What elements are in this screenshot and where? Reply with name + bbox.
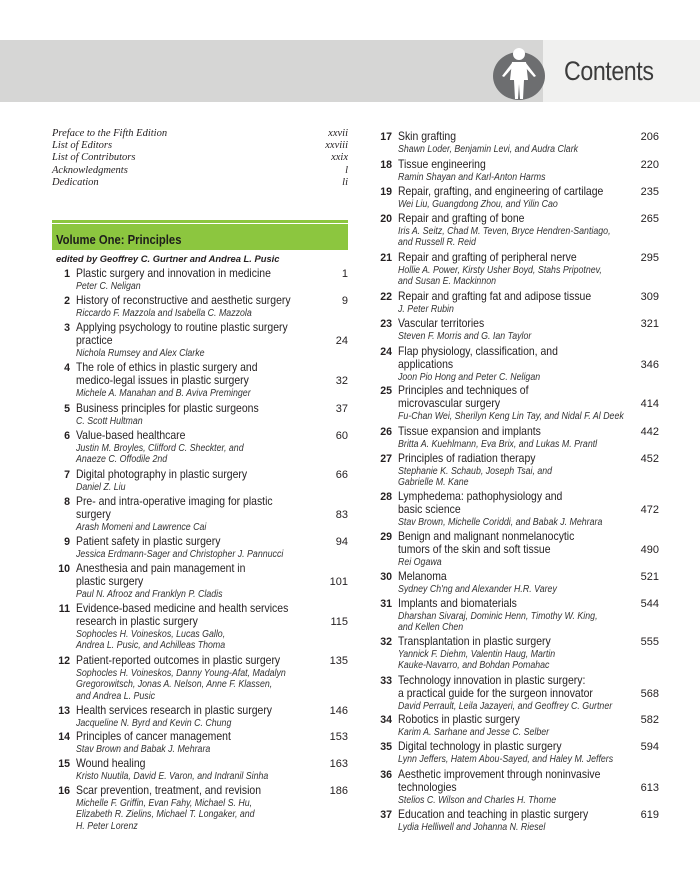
chapter-title-line: Repair and grafting fat and adipose tissue xyxy=(398,290,592,303)
chapter-number: 32 xyxy=(380,636,392,648)
chapter-author-line: Elizabeth R. Zielins, Michael T. Longaker, and xyxy=(76,809,255,821)
chapter-authors xyxy=(398,331,531,342)
chapter-number: 3 xyxy=(64,322,70,334)
chapter-author-line: Kristo Nuutila, David E. Varon, and Indranil Sinha xyxy=(76,771,269,783)
chapter-authors xyxy=(398,372,540,383)
chapter-author-line: Michelle F. Griffin, Evan Fahy, Michael S. Hu, xyxy=(76,798,253,810)
chapter-author-line: Iris A. Seitz, Chad M. Teven, Bryce Hendren-Santiago, xyxy=(398,226,611,238)
front-matter-page: xxix xyxy=(331,152,348,164)
chapter-author-line: Fu-Chan Wei, Sherilyn Keng Lin Tay, and Nidal F. Al Deek xyxy=(398,410,624,422)
front-matter-page: xxvii xyxy=(328,128,348,139)
chapter-number: 17 xyxy=(380,131,392,143)
chapter-page-number: 66 xyxy=(335,469,348,481)
chapter-number: 34 xyxy=(380,714,392,726)
chapter-number: 29 xyxy=(380,531,392,543)
chapter-title-line: Applying psychology to routine plastic surgery xyxy=(76,321,288,334)
front-matter-page: l xyxy=(345,164,348,176)
chapter-title-line: Robotics in plastic surgery xyxy=(398,713,520,726)
chapter-title-line: applications xyxy=(398,357,454,371)
chapter-title-line: Transplantation in plastic surgery xyxy=(398,635,551,648)
chapter-number: 16 xyxy=(58,785,70,797)
chapter-author-line: Justin M. Broyles, Clifford C. Sheckter, and xyxy=(76,443,244,455)
chapter-author-line: Karim A. Sarhane and Jesse C. Selber xyxy=(398,727,550,739)
chapter-title xyxy=(398,531,574,556)
chapter-author-line: Gabrielle M. Kane xyxy=(398,477,469,489)
front-matter-label: List of Editors xyxy=(52,140,113,152)
chapter-page-number: 346 xyxy=(640,358,659,371)
chapter-page-number: 619 xyxy=(640,809,659,821)
chapter-title-line: Implants and biomaterials xyxy=(398,597,517,610)
chapter-author-line: Michele A. Manahan and B. Aviva Preminger xyxy=(76,387,251,399)
chapter-number: 10 xyxy=(58,563,70,575)
chapter-title-line: Tissue expansion and implants xyxy=(398,425,541,438)
chapter-author-line: Nichola Rumsey and Alex Clarke xyxy=(76,347,205,359)
chapter-title-line: surgery xyxy=(76,507,111,521)
chapter-page-number: 555 xyxy=(640,636,659,648)
chapter-number: 14 xyxy=(58,731,70,743)
human-figure-icon xyxy=(492,42,546,102)
chapter-author-line: and Andrea L. Pusic xyxy=(76,690,156,702)
chapter-number: 5 xyxy=(64,403,70,415)
chapter-author-line: Dharshan Sivaraj, Dominic Henn, Timothy W. King, xyxy=(398,611,598,623)
chapter-page-number: 115 xyxy=(330,615,348,628)
chapter-authors xyxy=(398,265,602,287)
chapter-title-line: Repair and grafting of bone xyxy=(398,212,525,225)
chapter-authors xyxy=(76,718,231,729)
chapter-authors xyxy=(398,584,557,595)
chapter-number: 35 xyxy=(380,741,392,753)
chapter-title xyxy=(76,731,231,744)
chapter-title xyxy=(398,741,562,754)
chapter-author-line: Sophocles H. Voineskos, Lucas Gallo, xyxy=(76,628,226,640)
chapter-number: 23 xyxy=(380,318,392,330)
chapter-authors xyxy=(398,199,558,210)
chapter-title-line: Skin grafting xyxy=(398,130,457,143)
chapter-author-line: Kauke-Navarro, and Bohdan Pomahac xyxy=(398,660,550,672)
chapter-page-number: 442 xyxy=(640,426,659,438)
chapter-title xyxy=(76,430,185,443)
chapter-number: 31 xyxy=(380,598,392,610)
chapter-page-number: 582 xyxy=(640,714,659,726)
chapter-title-line: practice xyxy=(76,333,113,347)
chapter-number: 37 xyxy=(380,809,392,821)
chapter-title-line: Repair and grafting of peripheral nerve xyxy=(398,251,577,264)
chapter-author-line: Andrea L. Pusic, and Achilleas Thoma xyxy=(76,639,226,651)
chapter-author-line: Shawn Loder, Benjamin Levi, and Audra Clark xyxy=(398,144,579,156)
chapter-number: 22 xyxy=(380,291,392,303)
chapter-title xyxy=(398,571,447,584)
chapter-author-line: Stav Brown, Michelle Coriddi, and Babak J. Mehrara xyxy=(398,516,603,528)
chapter-number: 19 xyxy=(380,186,392,198)
chapter-title-line: Plastic surgery and innovation in medicine xyxy=(76,267,271,280)
chapter-author-line: Britta A. Kuehlmann, Eva Brix, and Lukas M. Prantl xyxy=(398,439,598,451)
chapter-number: 18 xyxy=(380,159,392,171)
chapter-title-line: Principles of cancer management xyxy=(76,730,231,743)
chapter-title xyxy=(398,252,577,265)
chapter-title xyxy=(76,536,220,549)
chapter-authors xyxy=(398,822,545,833)
chapter-author-line: Anaeze C. Offodile 2nd xyxy=(76,454,168,466)
chapter-authors xyxy=(76,348,205,359)
chapter-author-line: Stephanie K. Schaub, Joseph Tsai, and xyxy=(398,466,553,478)
chapter-page-number: 163 xyxy=(329,758,348,770)
chapter-author-line: Peter C. Neligan xyxy=(76,281,141,293)
chapter-authors xyxy=(76,549,283,560)
chapter-title-line: Scar prevention, treatment, and revision xyxy=(76,784,262,797)
chapter-authors xyxy=(76,522,206,533)
chapter-title xyxy=(76,705,272,718)
chapter-title xyxy=(398,131,456,144)
chapter-author-line: Ramin Shayan and Karl-Anton Harms xyxy=(398,172,546,184)
chapter-title xyxy=(398,714,520,727)
chapter-author-line: David Perrault, Leila Jazayeri, and Geoffrey C. Gurtner xyxy=(398,700,613,712)
chapter-page-number: 1 xyxy=(341,268,348,280)
chapter-title-line: Wound healing xyxy=(76,757,146,770)
chapter-author-line: Hollie A. Power, Kirsty Usher Boyd, Stahs Pripotnev, xyxy=(398,265,602,277)
chapter-title xyxy=(76,785,261,798)
chapter-author-line: Yannick F. Diehm, Valentin Haug, Martin xyxy=(398,649,556,661)
chapter-page-number: 186 xyxy=(329,785,348,797)
front-matter-item[interactable] xyxy=(52,152,348,164)
front-matter-page: xxviii xyxy=(325,140,348,152)
chapter-number: 13 xyxy=(58,705,70,717)
chapter-author-line: J. Peter Rubin xyxy=(398,304,454,316)
chapter-authors xyxy=(76,798,255,832)
chapter-title-line: Business principles for plastic surgeons xyxy=(76,402,259,415)
chapter-title-line: Flap physiology, classification, and xyxy=(398,345,558,358)
chapter-title xyxy=(76,603,288,628)
chapter-title xyxy=(76,563,245,588)
chapter-number: 25 xyxy=(380,385,392,397)
chapter-title xyxy=(76,295,291,308)
chapter-author-line: Arash Momeni and Lawrence Cai xyxy=(76,521,207,533)
chapter-title-line: Benign and malignant nonmelanocytic xyxy=(398,530,575,543)
chapter-page-number: 568 xyxy=(640,687,659,700)
chapter-author-line: Jacqueline N. Byrd and Kevin C. Chung xyxy=(76,718,232,730)
front-matter-label: Dedication xyxy=(52,176,99,188)
chapter-title-line: research in plastic surgery xyxy=(76,614,198,628)
chapter-title xyxy=(76,496,273,521)
chapter-title-line: tumors of the skin and soft tissue xyxy=(398,542,551,556)
chapter-number: 36 xyxy=(380,769,392,781)
chapter-page-number: 295 xyxy=(640,252,659,264)
chapter-title xyxy=(398,426,541,439)
chapter-title xyxy=(76,322,288,347)
chapter-page-number: 206 xyxy=(640,131,659,143)
chapter-title xyxy=(398,159,486,172)
chapter-page-number: 83 xyxy=(335,508,348,521)
chapter-authors xyxy=(398,754,613,765)
chapter-author-line: and Kellen Chen xyxy=(398,622,464,634)
chapter-authors xyxy=(76,668,286,702)
chapter-author-line: Daniel Z. Liu xyxy=(76,482,126,494)
chapter-authors xyxy=(398,466,552,488)
chapter-authors xyxy=(398,611,598,633)
chapter-number: 33 xyxy=(380,675,392,687)
chapter-title-line: Tissue engineering xyxy=(398,158,486,171)
chapter-title-line: Aesthetic improvement through noninvasive xyxy=(398,768,601,781)
chapter-title-line: Education and teaching in plastic surgery xyxy=(398,808,589,821)
chapter-number: 9 xyxy=(64,536,70,548)
chapter-authors xyxy=(76,771,268,782)
chapter-page-number: 24 xyxy=(335,334,348,347)
chapter-authors xyxy=(76,744,210,755)
chapter-title xyxy=(398,346,558,371)
chapter-title-line: Digital photography in plastic surgery xyxy=(76,468,248,481)
chapter-title xyxy=(398,636,551,649)
volume-title: Volume One: Principles xyxy=(56,233,182,247)
chapter-author-line: Stelios C. Wilson and Charles H. Thorne xyxy=(398,794,557,806)
chapter-title xyxy=(76,403,259,416)
chapter-number: 2 xyxy=(64,295,70,307)
chapter-authors xyxy=(398,439,597,450)
front-matter-label: List of Contributors xyxy=(52,152,136,164)
chapter-page-number: 146 xyxy=(329,705,348,717)
chapter-page-number: 135 xyxy=(329,655,348,667)
chapter-title xyxy=(398,598,517,611)
chapter-title-line: technologies xyxy=(398,780,457,794)
chapter-title-line: Melanoma xyxy=(398,570,447,583)
chapter-page-number: 235 xyxy=(640,186,659,198)
chapter-author-line: Stav Brown and Babak J. Mehrara xyxy=(76,744,211,756)
front-matter-label: Acknowledgments xyxy=(52,164,128,176)
chapter-authors xyxy=(76,416,143,427)
chapter-title-line: medico-legal issues in plastic surgery xyxy=(76,373,249,387)
front-matter-label: Preface to the Fifth Edition xyxy=(52,128,168,139)
page-title: Contents xyxy=(564,56,654,86)
chapter-authors xyxy=(398,557,442,568)
chapter-title-line: plastic surgery xyxy=(76,574,144,588)
chapter-authors xyxy=(398,701,612,712)
chapter-page-number: 594 xyxy=(640,741,659,753)
chapter-author-line: Lynn Jeffers, Hatem Abou-Sayed, and Haley M. Jeffers xyxy=(398,754,614,766)
chapter-title xyxy=(398,769,600,794)
chapter-author-line: Riccardo F. Mazzola and Isabella C. Mazzola xyxy=(76,308,252,320)
chapter-authors xyxy=(398,304,454,315)
chapter-page-number: 32 xyxy=(335,374,348,387)
chapter-title-line: Vascular territories xyxy=(398,317,485,330)
chapter-authors xyxy=(398,172,546,183)
volume-editors: edited by Geoffrey C. Gurtner and Andrea L. Pusic xyxy=(56,253,280,264)
chapter-number: 15 xyxy=(58,758,70,770)
chapter-authors xyxy=(398,795,556,806)
chapter-title xyxy=(398,491,562,516)
chapter-title xyxy=(398,186,603,199)
chapter-title-line: Repair, grafting, and engineering of cartilage xyxy=(398,185,604,198)
chapter-authors xyxy=(76,443,244,465)
chapter-title-line: Health services research in plastic surgery xyxy=(76,704,273,717)
chapter-page-number: 472 xyxy=(640,503,659,516)
chapter-title-line: Lymphedema: pathophysiology and xyxy=(398,490,563,503)
front-matter-item[interactable] xyxy=(52,140,348,152)
chapter-author-line: Lydia Helliwell and Johanna N. Riesel xyxy=(398,822,546,834)
chapter-author-line: and Susan E. Mackinnon xyxy=(398,276,497,288)
chapter-title-line: Principles and techniques of xyxy=(398,384,529,397)
chapter-authors xyxy=(398,727,549,738)
chapter-number: 12 xyxy=(58,655,70,667)
chapter-number: 28 xyxy=(380,491,392,503)
chapter-title xyxy=(76,655,280,668)
chapter-number: 6 xyxy=(64,430,70,442)
chapter-number: 8 xyxy=(64,496,70,508)
chapter-title-line: Value-based healthcare xyxy=(76,429,186,442)
chapter-page-number: 490 xyxy=(640,543,659,556)
chapter-number: 1 xyxy=(64,268,70,280)
chapter-number: 21 xyxy=(380,252,392,264)
chapter-title-line: microvascular surgery xyxy=(398,396,501,410)
chapter-author-line: Joon Pio Hong and Peter C. Neligan xyxy=(398,371,541,383)
chapter-title-line: Principles of radiation therapy xyxy=(398,452,536,465)
chapter-title-line: Evidence-based medicine and health services xyxy=(76,602,289,615)
chapter-title xyxy=(76,469,247,482)
chapter-authors xyxy=(76,388,251,399)
chapter-authors xyxy=(398,226,611,248)
chapter-number: 20 xyxy=(380,213,392,225)
chapter-page-number: 153 xyxy=(329,731,348,743)
chapter-author-line: Paul N. Afrooz and Franklyn P. Cladis xyxy=(76,588,223,600)
chapter-page-number: 452 xyxy=(640,453,659,465)
chapter-page-number: 101 xyxy=(329,575,348,588)
chapter-author-line: Jessica Erdmann-Sager and Christopher J. Pannucci xyxy=(76,549,284,561)
chapter-title-line: Patient-reported outcomes in plastic surgery xyxy=(76,654,281,667)
chapter-title xyxy=(76,758,145,771)
chapter-number: 30 xyxy=(380,571,392,583)
chapter-page-number: 94 xyxy=(335,536,348,548)
chapter-page-number: 37 xyxy=(335,403,348,415)
chapter-number: 7 xyxy=(64,469,70,481)
chapter-page-number: 9 xyxy=(341,295,348,307)
front-matter-page: li xyxy=(342,176,348,188)
chapter-authors xyxy=(76,589,223,600)
chapter-author-line: and Russell R. Reid xyxy=(398,237,476,249)
chapter-number: 11 xyxy=(58,603,70,615)
chapter-title xyxy=(398,213,524,226)
chapter-authors xyxy=(76,308,252,319)
chapter-author-line: Sydney Ch'ng and Alexander H.R. Varey xyxy=(398,584,557,596)
chapter-title-line: Anesthesia and pain management in xyxy=(76,562,246,575)
chapter-author-line: Steven F. Morris and G. Ian Taylor xyxy=(398,331,532,343)
chapter-authors xyxy=(76,482,126,493)
chapter-number: 4 xyxy=(64,362,70,374)
chapter-title-line: Patient safety in plastic surgery xyxy=(76,535,221,548)
chapter-authors xyxy=(398,649,555,671)
volume-heading-bar xyxy=(52,224,348,250)
chapter-number: 26 xyxy=(380,426,392,438)
chapter-page-number: 309 xyxy=(640,291,659,303)
chapter-title-line: a practical guide for the surgeon innovator xyxy=(398,686,593,700)
chapter-title-line: Pre- and intra-operative imaging for plastic xyxy=(76,495,273,508)
chapter-number: 27 xyxy=(380,453,392,465)
chapter-author-line: Wei Liu, Guangdong Zhou, and Yilin Cao xyxy=(398,199,558,211)
chapter-page-number: 220 xyxy=(640,159,659,171)
chapter-title xyxy=(398,291,591,304)
chapter-title xyxy=(398,318,484,331)
chapter-title xyxy=(398,675,593,700)
chapter-author-line: Gregorowitsch, Jonas A. Nelson, Anne F. Klassen, xyxy=(76,679,273,691)
front-matter-item[interactable] xyxy=(52,177,348,189)
chapter-title xyxy=(398,453,535,466)
chapter-title xyxy=(398,385,529,410)
chapter-authors xyxy=(76,629,225,651)
chapter-page-number: 544 xyxy=(640,598,659,610)
chapter-number: 24 xyxy=(380,346,392,358)
chapter-title xyxy=(76,362,258,387)
chapter-title-line: Technology innovation in plastic surgery: xyxy=(398,674,586,687)
chapter-page-number: 414 xyxy=(640,397,659,410)
chapter-title-line: The role of ethics in plastic surgery and xyxy=(76,361,258,374)
chapter-authors xyxy=(76,281,141,292)
front-matter-item[interactable] xyxy=(52,128,348,140)
chapter-title xyxy=(76,268,271,281)
chapter-authors xyxy=(398,144,578,155)
chapter-title-line: basic science xyxy=(398,502,461,516)
header-band-left xyxy=(0,40,543,102)
chapter-title xyxy=(398,809,588,822)
front-matter-item[interactable] xyxy=(52,165,348,177)
chapter-author-line: Sophocles H. Voineskos, Danny Young-Afat, Madalyn xyxy=(76,668,286,680)
chapter-title-line: History of reconstructive and aesthetic surgery xyxy=(76,294,291,307)
chapter-author-line: Rei Ogawa xyxy=(398,556,442,568)
chapter-author-line: C. Scott Hultman xyxy=(76,416,143,428)
front-matter-list xyxy=(52,128,348,189)
chapter-authors xyxy=(398,517,602,528)
chapter-page-number: 321 xyxy=(640,318,659,330)
chapter-author-line: H. Peter Lorenz xyxy=(76,820,138,832)
chapter-authors xyxy=(398,411,624,422)
chapter-page-number: 613 xyxy=(640,781,659,794)
chapter-title-line: Digital technology in plastic surgery xyxy=(398,740,562,753)
chapter-page-number: 265 xyxy=(640,213,659,225)
chapter-page-number: 521 xyxy=(640,571,659,583)
chapter-page-number: 60 xyxy=(335,430,348,442)
